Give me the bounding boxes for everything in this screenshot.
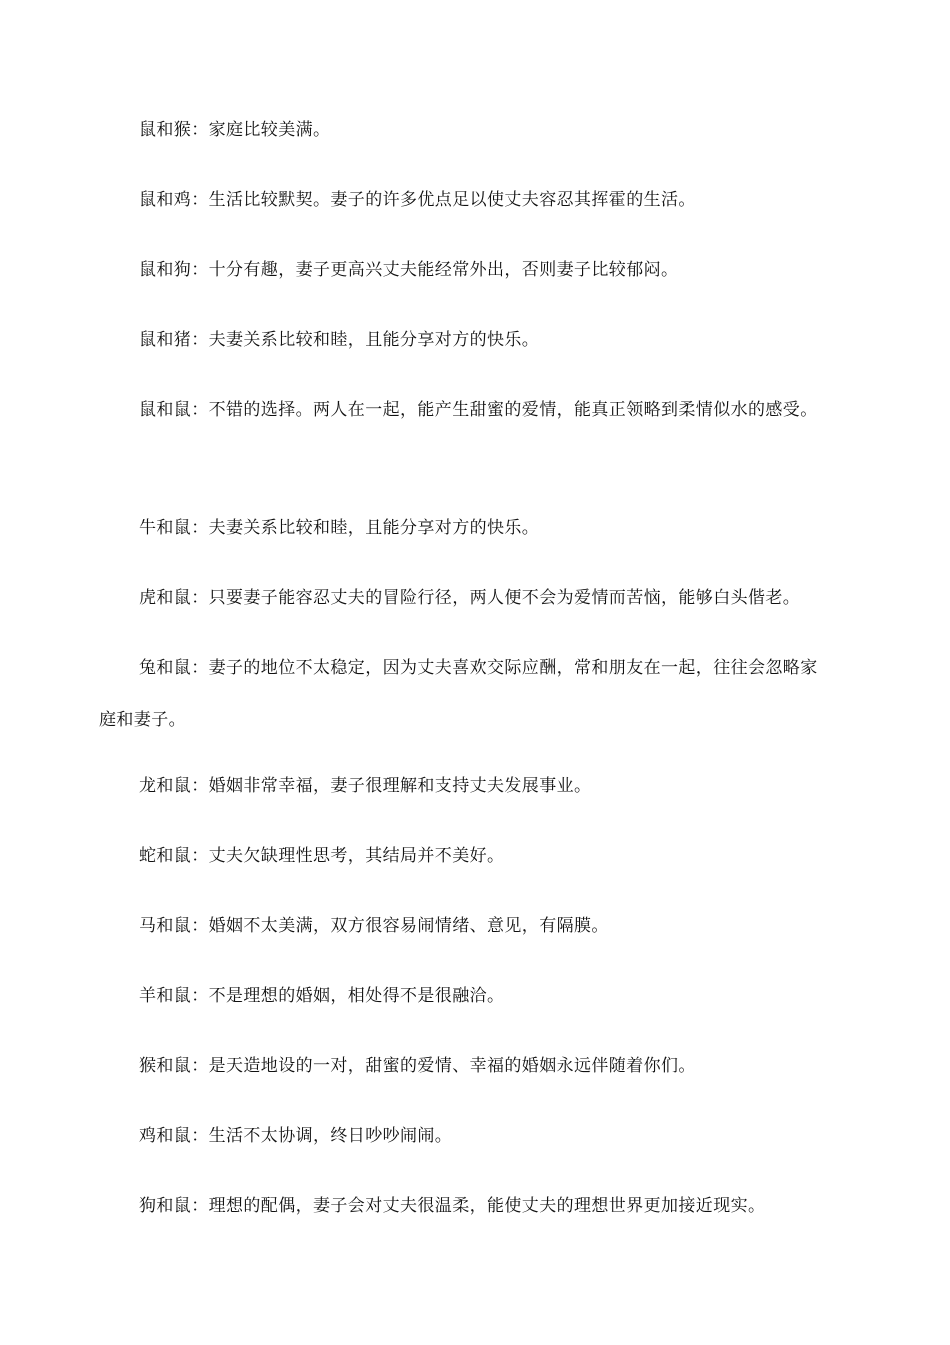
paragraph-rat-pig: 鼠和猪：夫妻关系比较和睦，且能分享对方的快乐。 [139, 330, 540, 350]
paragraph-rat-rooster: 鼠和鸡：生活比较默契。妻子的许多优点足以使丈夫容忍其挥霍的生活。 [139, 190, 696, 210]
paragraph-rabbit-rat: 兔和鼠：妻子的地位不太稳定，因为丈夫喜欢交际应酬，常和朋友在一起，往往会忽略家庭和妻子。 [99, 658, 818, 730]
paragraph-monkey-rat: 猴和鼠：是天造地设的一对，甜蜜的爱情、幸福的婚姻永远伴随着你们。 [139, 1056, 696, 1076]
paragraph-rat-dog: 鼠和狗：十分有趣，妻子更高兴丈夫能经常外出，否则妻子比较郁闷。 [139, 260, 679, 280]
paragraph-ox-rat: 牛和鼠：夫妻关系比较和睦，且能分享对方的快乐。 [139, 518, 540, 538]
paragraph-dog-rat: 狗和鼠：理想的配偶，妻子会对丈夫很温柔，能使丈夫的理想世界更加接近现实。 [139, 1196, 766, 1216]
paragraph-snake-rat: 蛇和鼠：丈夫欠缺理性思考，其结局并不美好。 [139, 846, 505, 866]
paragraph-tiger-rat: 虎和鼠：只要妻子能容忍丈夫的冒险行径，两人便不会为爱情而苦恼，能够白头偕老。 [139, 588, 801, 608]
paragraph-rat-monkey: 鼠和猴：家庭比较美满。 [139, 120, 331, 140]
paragraph-rat-rat: 鼠和鼠：不错的选择。两人在一起，能产生甜蜜的爱情，能真正领略到柔情似水的感受。 [139, 400, 818, 420]
paragraph-rooster-rat: 鸡和鼠：生活不太协调，终日吵吵闹闹。 [139, 1126, 453, 1146]
paragraph-goat-rat: 羊和鼠：不是理想的婚姻，相处得不是很融洽。 [139, 986, 505, 1006]
paragraph-dragon-rat: 龙和鼠：婚姻非常幸福，妻子很理解和支持丈夫发展事业。 [139, 776, 592, 796]
paragraph-horse-rat: 马和鼠：婚姻不太美满，双方很容易闹情绪、意见，有隔膜。 [139, 916, 609, 936]
